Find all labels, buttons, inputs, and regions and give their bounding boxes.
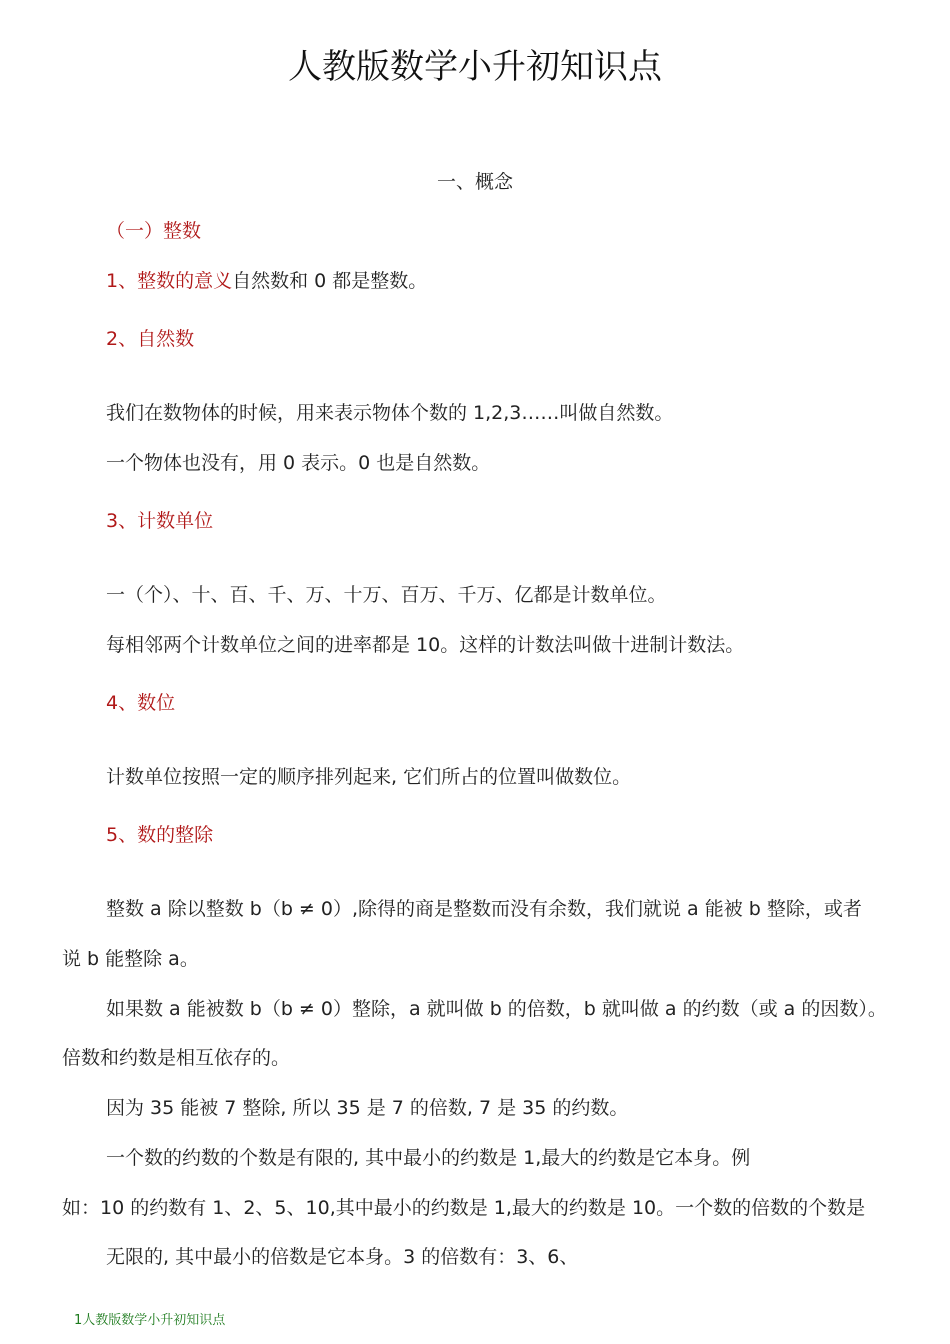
item-2-heading: 2、自然数 <box>106 328 195 350</box>
paragraph: 如果数 a 能被数 b（b ≠ 0）整除，a 就叫做 b 的倍数，b 就叫做 a 的约数（或 a 的因数）。 <box>106 998 887 1020</box>
subsection-heading: （一）整数 <box>106 220 202 242</box>
paragraph: 每相邻两个计数单位之间的进率都是 10。这样的计数法叫做十进制计数法。 <box>106 634 745 656</box>
paragraph: 因为 35 能被 7 整除, 所以 35 是 7 的倍数, 7 是 35 的约数。 <box>106 1097 629 1119</box>
paragraph: 一（个）、十、百、千、万、十万、百万、千万、亿都是计数单位。 <box>106 584 667 606</box>
item-1-text: 自然数和 0 都是整数。 <box>232 270 428 292</box>
item-3-heading: 3、计数单位 <box>106 510 214 532</box>
paragraph: 我们在数物体的时候，用来表示物体个数的 1,2,3……叫做自然数。 <box>106 402 674 424</box>
paragraph: 一个物体也没有，用 0 表示。0 也是自然数。 <box>106 452 491 474</box>
paragraph: 倍数和约数是相互依存的。 <box>62 1047 291 1069</box>
paragraph: 说 b 能整除 a。 <box>62 948 199 970</box>
item-5-heading: 5、数的整除 <box>106 824 214 846</box>
paragraph: 计数单位按照一定的顺序排列起来, 它们所占的位置叫做数位。 <box>106 766 632 788</box>
paragraph: 无限的, 其中最小的倍数是它本身。3 的倍数有：3、6、 <box>106 1246 579 1268</box>
paragraph: 整数 a 除以整数 b（b ≠ 0）,除得的商是整数而没有余数，我们就说 a 能被 b 整除，或者 <box>106 898 862 920</box>
item-1-heading: 1、整数的意义 <box>106 270 233 292</box>
item-1 <box>106 269 427 293</box>
page-footer: 1人教版数学小升初知识点 <box>74 1313 226 1328</box>
page-title: 人教版数学小升初知识点 <box>288 47 662 87</box>
item-4-heading: 4、数位 <box>106 692 176 714</box>
paragraph: 如：10 的约数有 1、2、5、10,其中最小的约数是 1,最大的约数是 10。一个数的倍数的个数是 <box>62 1197 866 1219</box>
paragraph: 一个数的约数的个数是有限的, 其中最小的约数是 1,最大的约数是它本身。例 <box>106 1147 751 1169</box>
section-heading: 一、概念 <box>436 171 513 193</box>
